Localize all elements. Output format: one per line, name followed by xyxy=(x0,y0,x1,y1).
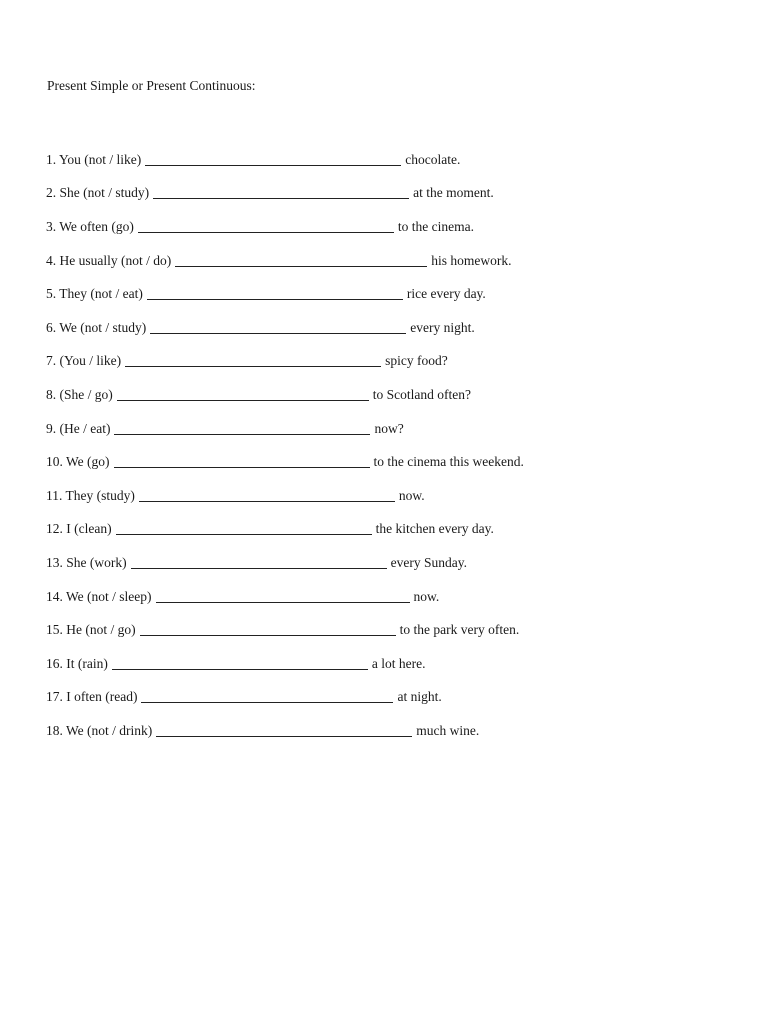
item-prompt: 2. She (not / study) xyxy=(46,185,150,201)
item-prompt: 4. He usually (not / do) xyxy=(46,252,172,268)
answer-blank[interactable] xyxy=(116,533,372,535)
item-tail: at night. xyxy=(397,689,442,705)
item-prompt: 3. We often (go) xyxy=(46,218,134,234)
item-tail: now. xyxy=(398,487,425,503)
item-tail: to the park very often. xyxy=(399,622,520,638)
answer-blank[interactable] xyxy=(125,365,381,367)
exercise-item-9 xyxy=(46,412,746,446)
item-prompt: 10. We (go) xyxy=(46,454,110,470)
item-tail: his homework. xyxy=(431,252,512,268)
item-prompt: 1. You (not / like) xyxy=(46,151,142,167)
exercise-item-17 xyxy=(46,681,746,715)
item-tail: a lot here. xyxy=(371,655,426,671)
answer-blank[interactable] xyxy=(138,231,394,233)
answer-blank[interactable] xyxy=(145,164,401,166)
item-prompt: 13. She (work) xyxy=(46,554,127,570)
exercise-item-2 xyxy=(46,177,746,211)
answer-blank[interactable] xyxy=(131,567,387,569)
item-prompt: 18. We (not / drink) xyxy=(46,722,153,738)
worksheet-title: Present Simple or Present Continuous: xyxy=(47,78,256,93)
exercise-item-12 xyxy=(46,513,746,547)
answer-blank[interactable] xyxy=(139,500,395,502)
item-prompt: 15. He (not / go) xyxy=(46,622,136,638)
answer-blank[interactable] xyxy=(141,701,393,703)
item-tail: now. xyxy=(413,588,440,604)
exercise-item-15 xyxy=(46,613,746,647)
answer-blank[interactable] xyxy=(153,197,409,199)
item-tail: spicy food? xyxy=(385,353,448,369)
exercise-item-13 xyxy=(46,546,746,580)
item-tail: now? xyxy=(374,420,404,436)
answer-blank[interactable] xyxy=(114,433,370,435)
item-prompt: 8. (She / go) xyxy=(46,386,113,402)
answer-blank[interactable] xyxy=(112,668,368,670)
item-prompt: 17. I often (read) xyxy=(46,689,138,705)
item-tail: rice every day. xyxy=(406,286,486,302)
exercise-item-4 xyxy=(46,244,746,278)
answer-blank[interactable] xyxy=(117,399,369,401)
answer-blank[interactable] xyxy=(140,634,396,636)
exercise-item-10 xyxy=(46,445,746,479)
exercise-item-5 xyxy=(46,277,746,311)
item-prompt: 7. (You / like) xyxy=(46,353,122,369)
exercise-item-14 xyxy=(46,580,746,614)
item-tail: to the cinema this weekend. xyxy=(373,454,524,470)
answer-blank[interactable] xyxy=(156,735,412,737)
answer-blank[interactable] xyxy=(175,265,427,267)
exercise-item-1 xyxy=(46,143,746,177)
item-prompt: 9. (He / eat) xyxy=(46,420,111,436)
item-tail: every Sunday. xyxy=(390,554,467,570)
item-tail: to Scotland often? xyxy=(372,386,471,402)
exercise-item-3 xyxy=(46,210,746,244)
exercise-item-6 xyxy=(46,311,746,345)
item-prompt: 6. We (not / study) xyxy=(46,319,147,335)
exercise-list xyxy=(46,143,746,748)
answer-blank[interactable] xyxy=(147,298,403,300)
answer-blank[interactable] xyxy=(150,332,406,334)
item-prompt: 16. It (rain) xyxy=(46,655,108,671)
exercise-item-16 xyxy=(46,647,746,681)
exercise-item-7 xyxy=(46,345,746,379)
answer-blank[interactable] xyxy=(114,466,370,468)
item-prompt: 12. I (clean) xyxy=(46,521,112,537)
exercise-item-18 xyxy=(46,714,746,748)
item-tail: much wine. xyxy=(416,722,480,738)
item-tail: to the cinema. xyxy=(397,218,474,234)
exercise-item-8 xyxy=(46,378,746,412)
exercise-item-11 xyxy=(46,479,746,513)
item-tail: at the moment. xyxy=(413,185,494,201)
answer-blank[interactable] xyxy=(156,601,410,603)
item-prompt: 11. They (study) xyxy=(46,487,135,503)
item-prompt: 5. They (not / eat) xyxy=(46,286,143,302)
item-tail: every night. xyxy=(410,319,475,335)
item-tail: chocolate. xyxy=(405,151,461,167)
item-prompt: 14. We (not / sleep) xyxy=(46,588,152,604)
item-tail: the kitchen every day. xyxy=(375,521,494,537)
